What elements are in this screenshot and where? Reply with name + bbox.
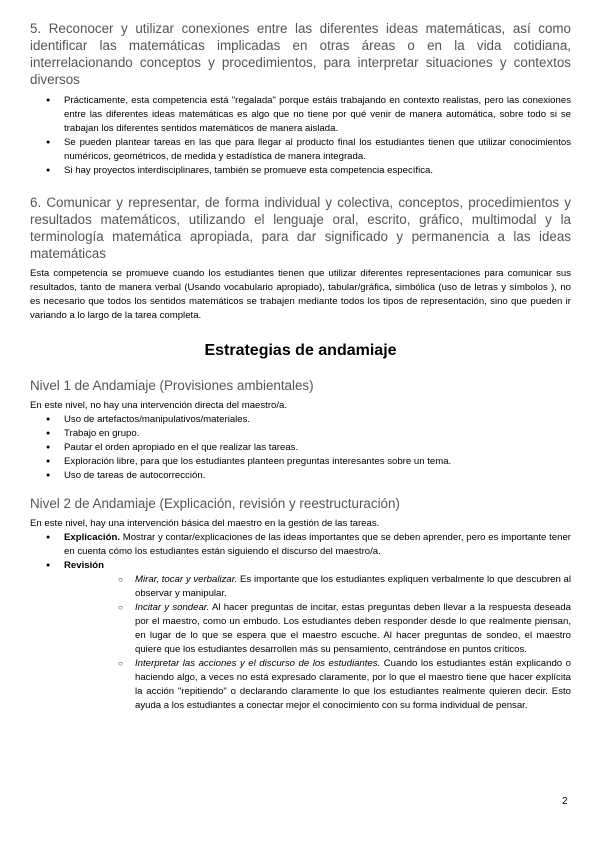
list-item: ● Si hay proyectos interdisciplinares, también se promueve esta competencia específica. xyxy=(30,164,571,178)
document-page xyxy=(30,20,571,713)
revision-sub-label: Interpretar las acciones y el discurso de los estudiantes. xyxy=(135,658,381,669)
strategies-title: Estrategias de andamiaje xyxy=(204,342,397,359)
revision-label: Revisión xyxy=(64,560,104,571)
revision-item xyxy=(30,559,571,713)
list-item: ● Trabajo en grupo. xyxy=(30,427,571,441)
nivel-1-title: Nivel 1 de Andamiaje (Provisiones ambientales) xyxy=(30,378,314,393)
revision-sub-list xyxy=(64,573,571,713)
list-item: ● Prácticamente, esta competencia está "regalada" porque estáis trabajando en contexto realistas, pero las conexiones entre las diferentes ideas matemáticas es algo que no tiene por qué venir de manera automática, sobre todo si se trabajan los diferentes sentidos matemáticos de manera aislada. xyxy=(30,94,571,136)
section-6-paragraph: Esta competencia se promueve cuando los estudiantes tienen que utilizar diferentes representaciones para comunicar sus resultados, tanto de manera verbal (Usando vocabulario apropiado), tabular/gráfica, simbólica (uso de letras y símbolos ), no es necesario que todos los sentidos matemáticos se trabajen mediante todos los tipos de representación, sino que pueden ir variando a lo largo de la tarea completa. xyxy=(30,268,571,321)
nivel-2-intro: En este nivel, hay una intervención básica del maestro en la gestión de las tareas. xyxy=(30,518,380,529)
explicacion-item xyxy=(30,531,571,559)
list-item: ● Uso de artefactos/manipulativos/materiales. xyxy=(30,413,571,427)
nivel-1-bullet-list xyxy=(30,413,571,483)
revision-sub-text: Al hacer preguntas de incitar, estas preguntas deben llevar a la respuesta deseada por el maestro, como un embudo. Los estudiantes deben responder desde lo que realmente piensan, en lugar de lo que se espera que el maestro escuche. Al hacer preguntas de sondeo, el maestro quiere que los estudiantes desarrollen más su pensamiento, centrándose en puntos críticos. xyxy=(135,602,571,655)
explicacion-label: Explicación. xyxy=(64,532,120,543)
list-item: ● Uso de tareas de autocorrección. xyxy=(30,469,571,483)
section-5-bullet-list xyxy=(30,94,571,178)
list-item: ● Pautar el orden apropiado en el que realizar las tareas. xyxy=(30,441,571,455)
page-number: 2 xyxy=(562,796,568,807)
nivel-1-intro: En este nivel, no hay una intervención directa del maestro/a. xyxy=(30,400,288,411)
revision-sub-item xyxy=(64,573,571,601)
nivel-2-title: Nivel 2 de Andamiaje (Explicación, revisión y reestructuración) xyxy=(30,496,400,511)
list-item: ● Se pueden plantear tareas en las que para llegar al producto final los estudiantes tienen que utilizar conocimientos numéricos, geométricos, de medida y estadística de manera integrada. xyxy=(30,136,571,164)
list-item: ● Exploración libre, para que los estudiantes planteen preguntas interesantes sobre un tema. xyxy=(30,455,571,469)
revision-sub-label: Incitar y sondear. xyxy=(135,602,210,613)
revision-sub-text: Es importante que los estudiantes expliquen verbalmente lo que descubren al observar y manipular. xyxy=(135,574,571,599)
revision-sub-item xyxy=(64,657,571,713)
section-5-heading: 5. Reconocer y utilizar conexiones entre las diferentes ideas matemáticas, así como identificar las matemáticas implicadas en otras áreas o en la vida cotidiana, interrelacionando conceptos y procedimientos, para interpretar situaciones y contextos diversos xyxy=(30,21,571,87)
section-6-heading: 6. Comunicar y representar, de forma individual y colectiva, conceptos, procedimientos y resultados matemáticos, utilizando el lenguaje oral, escrito, gráfico, multimodal y la terminología matemática apropiada, para dar significado y permanencia a las ideas matemáticas xyxy=(30,195,571,261)
revision-sub-item xyxy=(64,601,571,657)
nivel-2-bullet-list xyxy=(30,531,571,713)
revision-sub-text: Cuando los estudiantes están explicando o haciendo algo, a veces no está expresado claramente, por lo que el maestro tiene que hacer explícita la acción "repitiendo" o declarando claramente lo que los estudiantes realmente quieren decir. Esto ayuda a los estudiantes a conectar mejor el conocimiento con su forma individual de pensar. xyxy=(135,658,571,711)
revision-sub-label: Mirar, tocar y verbalizar. xyxy=(135,574,238,585)
explicacion-text: Mostrar y contar/explicaciones de las ideas importantes que se deben aprender, pero es importante tener en cuenta cómo los estudiantes están siguiendo el discurso del maestro/a. xyxy=(64,532,571,557)
